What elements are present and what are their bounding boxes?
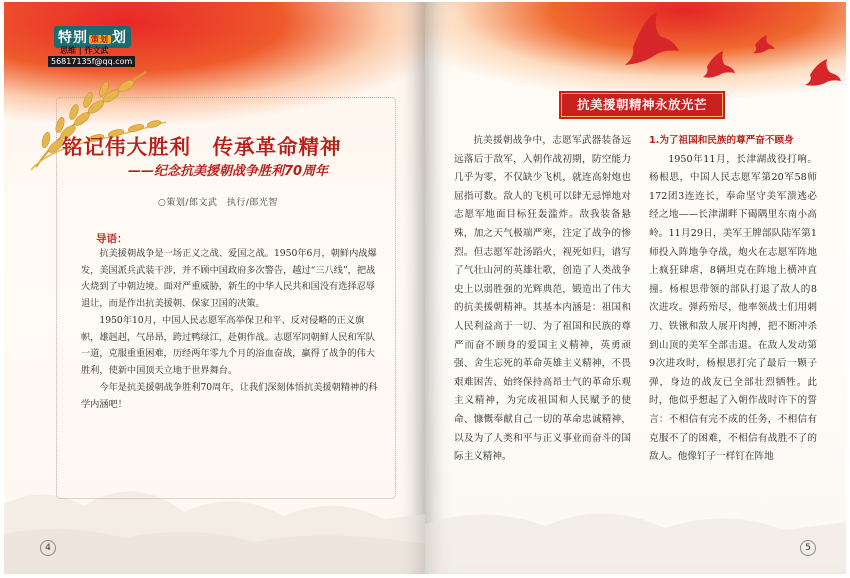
lead-text — [81, 246, 379, 414]
body-paragraph: 抗美援朝战争中，志愿军武器装备远远落后于敌军，入朝作战初期，防空能力几乎为零，不仅缺少飞机，就连高射炮也屈指可数。敌人的飞机可以肆无忌惮地对志愿军地面目标狂轰滥炸。敌我装备悬殊，加之天气极端严寒，注定了战争的惨烈。但志愿军赴汤蹈火，视死如归，谱写了气壮山河的英雄壮歌，创造了人类战争史上以弱胜强的光辉典范，锻造出了伟大的抗美援朝精神。其基本内涵是：祖国和人民利益高于一切、为了祖国和民族的尊严而奋不顾身的爱国主义精神，英勇顽强、舍生忘死的革命英雄主义精神，不畏艰难困苦、始终保持高昂士气的革命乐观主义精神，为完成祖国和人民赋予的使命、慷慨奉献自己一切的革命忠诚精神，以及为了人类和平与正义事业而奋斗的国际主义精神。 — [454, 135, 631, 463]
body-column-right — [649, 132, 817, 467]
body-column-left — [454, 132, 631, 467]
lead-paragraph: 今年是抗美援朝战争胜利70周年，让我们深刻体悟抗美援朝精神的科学内涵吧！ — [81, 382, 378, 410]
article-title: 铭记伟大胜利 传承革命精神 — [62, 135, 342, 159]
lead-label: 导语： — [96, 233, 128, 245]
page-number-right: 5 — [800, 540, 816, 556]
logo-line1: 特别 — [58, 30, 88, 46]
flying-dove-icon — [605, 7, 845, 97]
logo-subtitle: 思维 | 作文武 — [60, 46, 109, 55]
right-page — [425, 2, 846, 574]
lead-paragraph: 抗美援朝战争是一场正义之战、爱国之战。1950年6月，朝鲜内战爆发，美国派兵武装干涉，并不顾中国政府多次警告，越过“三八线”，把战火烧到了中朝边境。面对严重威胁，新生的中华人民共和国没有选择忍辱退让，而是作出抗美援朝、保家卫国的决策。 — [81, 248, 377, 309]
section-banner: 抗美援朝精神永放光芒 — [561, 93, 723, 117]
lead-paragraph: 1950年10月，中国人民志愿军高举保卫和平、反对侵略的正义旗帜，雄赳赳，气昂昂，跨过鸭绿江，赴朝作战。志愿军同朝鲜人民和军队一道，克服重重困难，历经两年零九个月的浴血奋战，赢得了战争的伟大胜利，使新中国顶天立地于世界舞台。 — [81, 315, 375, 376]
logo-line1-end: 划 — [112, 30, 127, 46]
left-page — [4, 2, 425, 574]
logo-email: 56817135f@qq.com — [48, 56, 135, 67]
article-byline: ○策划/郎文武 执行/郎光智 — [158, 198, 278, 208]
page-number-left: 4 — [40, 540, 56, 556]
magazine-spread — [4, 2, 846, 574]
body-paragraph: 1950年11月，长津湖战役打响。杨根思，中国人民志愿军第20军58师172团3连连长，奉命坚守美军溃逃必经之地——长津湖畔下碣隅里东南小高岭。11月29日，美军王牌部队陆军第1师投入阵地争夺战，炮火在志愿军阵地上疯狂肆虐，8辆坦克在阵地上横冲直撞。杨根思带领的部队打退了敌人的8次进攻。弹药殆尽，他率领战士们用刺刀、铁锹和敌人展开肉搏，把不断冲杀到山顶的美军全部击退。在敌人发动第9次进攻时，杨根思打完了最后一颗子弹，身边的战友已全部壮烈牺牲。此时，他似乎想起了入朝作战时许下的誓言：不相信有完不成的任务，不相信有克服不了的困难，不相信有战胜不了的敌人。他像钉子一样钉在阵地 — [649, 153, 817, 463]
article-subtitle: ——纪念抗美援朝战争胜利70周年 — [128, 164, 329, 179]
section-heading: 1.为了祖国和民族的尊严奋不顾身 — [649, 135, 794, 146]
logo-line1-small: 策划 — [91, 35, 109, 44]
